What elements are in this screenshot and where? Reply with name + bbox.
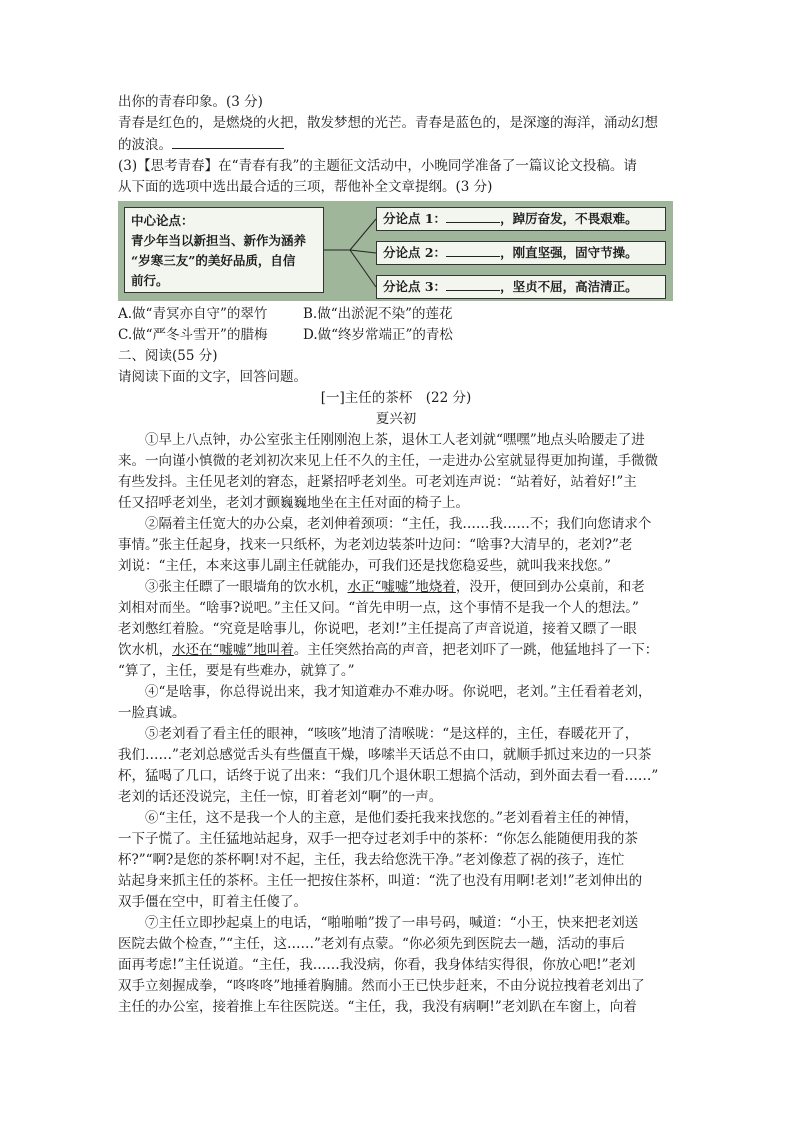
option-c: C.做“严冬斗雪开”的腊梅 [118,327,268,343]
sub-point-2-label: 分论点 2： [383,245,447,260]
p5-line-2: 我们……”老刘总感觉舌头有些僵直干燥，哆嗦半天话总不由口，就顺手抓过来边的一只茶 [118,747,652,763]
p3-line-1-a: ③张主任瞟了一眼墙角的饮水机， [145,579,348,595]
sub-point-2-text: ，刚直坚强，固守节操。 [500,245,638,260]
p4-line-2: 一脸真诚。 [118,705,186,721]
p2-line-2: 事情。”张主任起身，找来一只纸杯，为老刘边装茶叶边问：“啥事?大清早的，老刘?”老 [118,537,633,553]
p7-line-4: 双手立刻握成拳，“咚咚咚”地捶着胸脯。然而小王已快步赶来，不由分说拉拽着老刘出了 [118,978,645,994]
sub-point-2-box [376,241,666,265]
article-author: 夏兴初 [375,411,417,427]
outline-diagram [118,201,673,301]
sub-point-3-label: 分论点 3： [383,279,447,294]
sub-point-3-text: ，坚贞不屈，高洁清正。 [500,279,638,294]
section-heading: 二、阅读(55 分) [118,348,218,364]
sub-point-1-blank[interactable] [446,210,500,223]
p3-line-4-b: 。主任突然抬高的声音，把老刘吓了一跳，他猛地抖了一下： [293,642,659,658]
p6-line-3: 杯?”“啊?是您的茶杯啊!对不起，主任，我去给您洗干净。”老刘像惹了祸的孩子，连忙 [118,852,625,868]
p2-line-1: ②隔着主任宽大的办公桌，老刘伸着颈项：“主任，我……我……不；我们向您请求个 [145,516,652,532]
p5-line-1: ⑤老刘看了看主任的眼神，“咳咳”地清了清喉咙：“是这样的，主任，春暖花开了， [145,726,639,742]
p3-line-1-b: ，没开，便回到办公桌前，和老 [455,579,645,595]
sub-point-3-box [376,275,666,299]
p3-line-5: “算了，主任，要是有些难办，就算了。” [118,663,355,679]
central-label: 中心论点： [131,213,194,228]
p3-line-2: 刘相对而坐。“啥事?说吧。”主任又问。“首先申明一点，这个事情不是我一个人的想法。” [118,600,639,616]
intro-line-3 [118,134,674,156]
section-instruction: 请阅读下面的文字，回答问题。 [118,369,307,385]
sub-point-1-text: ，踔厉奋发，不畏艰难。 [500,211,638,226]
p4-line-1: ④“是啥事，你总得说出来，我才知道难办不难办呀。你说吧，老刘。”主任看着老刘， [145,684,652,700]
intro-line-2: 青春是红色的，是燃烧的火把，散发梦想的光芒。青春是蓝色的，是深邃的海洋，涌动幻想 [118,115,658,131]
option-d: D.做“终岁常端正”的青松 [303,327,453,343]
p6-line-4: 站起身来抓主任的茶杯。主任一把按住茶杯，叫道：“洗了也没有用啊!老刘!”老刘伸出的 [118,873,643,889]
p6-line-1: ⑥“主任，这不是我一个人的主意，是他们委托我来找您的。”老刘看着主任的神情， [145,810,639,826]
p2-line-3: 刘说：“主任，本来这事儿副主任就能办，可我们还是找您稳妥些，就叫我来找您。” [118,558,612,574]
intro-line-3-text: 的波浪。 [118,137,172,153]
p7-line-2: 医院去做个检查，”“主任，这……”老刘有点蒙。“你必须先到医院去一趟，活动的事后 [118,936,625,952]
central-line-1: 青少年当以新担当、新作为涵养 [131,233,307,248]
p6-line-5: 双手僵在空中，盯着主任傻了。 [118,894,307,910]
p1-line-1: ①早上八点钟，办公室张主任刚刚泡上茶，退休工人老刘就“嘿嘿”地点头哈腰走了进 [145,432,645,448]
question-3-line-2: 从下面的选项中选出最合适的三项，帮他补全文章提纲。(3 分) [118,179,493,195]
central-line-2: “岁寒三友”的美好品质，自信 [131,253,296,268]
sub-point-2-blank[interactable] [446,244,500,257]
central-thesis-box [124,207,324,293]
sub-point-1-box [376,207,666,231]
p6-line-2: 一下子慌了。主任猛地站起身，双手一把夺过老刘手中的茶杯：“你怎么能随便用我的茶 [118,831,638,847]
p7-line-5: 主任的办公室，接着推上车往医院送。“主任，我，我没有病啊!”老刘趴在车窗上，向着 [118,999,637,1015]
p1-line-3: 有些发抖。主任见老刘的窘态，赶紧招呼老刘坐。可老刘连声说：“站着好，站着好!”主 [118,474,637,490]
p1-line-2: 来。一向谨小慎微的老刘初次来见上任不久的主任，一走进办公室就显得更加拘谨，手微微 [118,453,658,469]
options-row-2 [118,325,674,346]
question-3-line-1: (3)【思考青春】在“青春有我”的主题征文活动中，小晚同学准备了一篇议论文投稿。请 [118,158,637,174]
document-page [118,92,674,1018]
p3-line-4-underlined: 水还在“嘘嘘”地叫着 [172,642,294,658]
article-body [118,430,674,1018]
p1-line-4: 任又招呼老刘坐，老刘才颤巍巍地坐在主任对面的椅子上。 [118,495,469,511]
sub-point-1-label: 分论点 1： [383,211,447,226]
central-line-3: 前行。 [131,273,169,288]
p3-line-4-a: 饮水机， [118,642,172,658]
p3-line-4 [118,640,674,661]
p5-line-4: 老刘的话还没说完，主任一惊，盯着老刘“啊”的一声。 [118,789,443,805]
options-row-1 [118,304,674,325]
option-a: A.做“青冥亦自守”的翠竹 [118,306,268,322]
p3-line-1-underlined: 水正“嘘嘘”地烧着 [347,579,456,595]
answer-blank[interactable] [172,134,284,149]
p3-line-3: 老刘憋红着脸。“究竟是啥事儿，你说吧，老刘!”主任提高了声音说道，接着又瞟了一眼 [118,621,637,637]
intro-line-1: 出你的青春印象。(3 分) [118,94,263,110]
p5-line-3: 杯，猛喝了几口，话终于说了出来：“我们几个退休职工想搞个活动，到外面去看一看……” [118,768,659,784]
p3-line-1 [118,577,674,598]
p7-line-3: 面再考虑!”主任说道。“主任，我……我没病，你看，我身体结实得很，你放心吧!”老刘 [118,957,636,973]
p7-line-1: ⑦主任立即抄起桌上的电话，“啪啪啪”拨了一串号码，喊道：“小王，快来把老刘送 [145,915,639,931]
option-b: B.做“出淤泥不染”的莲花 [303,306,453,322]
article-title: [一]主任的茶杯 (22 分) [320,390,472,406]
sub-point-3-blank[interactable] [446,278,500,291]
